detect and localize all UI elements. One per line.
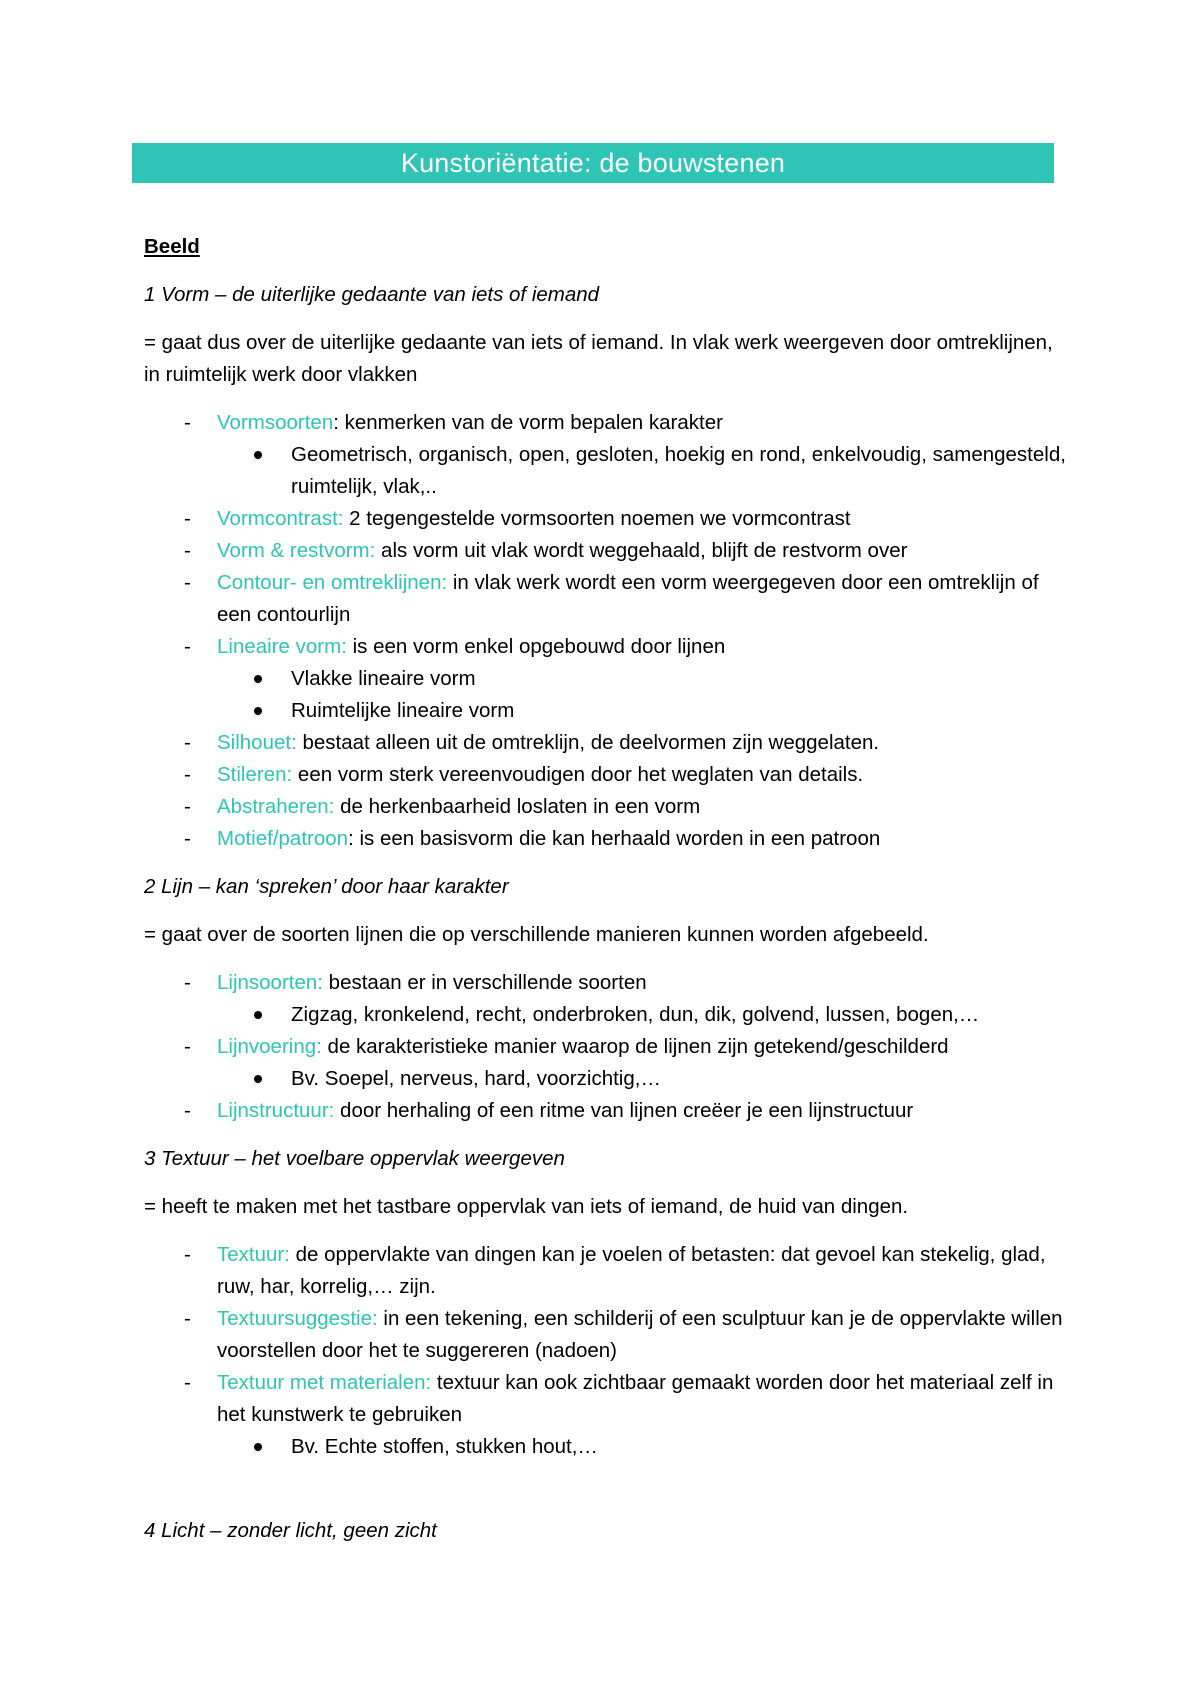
bullet-item — [217, 1431, 1074, 1463]
definition-text: een vorm sterk vereenvoudigen door het weglaten van details. — [292, 763, 864, 786]
document-title: Kunstoriëntatie: de bouwstenen — [400, 147, 786, 178]
definition-term: Vormcontrast: — [217, 507, 344, 530]
definition-text: de herkenbaarheid loslaten in een vorm — [334, 795, 701, 818]
dash-marker: - — [184, 539, 191, 562]
bullet-dot-icon — [254, 1075, 262, 1083]
definition-text: textuur kan ook zichtbaar gemaakt worden door het materiaal zelf in het kunstwerk te gebruiken — [217, 1371, 1054, 1426]
bullet-text: Vlakke lineaire vorm — [291, 667, 476, 690]
definition-item — [144, 535, 1074, 567]
dash-marker: - — [184, 731, 191, 754]
section-subtitle: 1 Vorm – de uiterlijke gedaante van iets of iemand — [144, 283, 600, 306]
definition-term: Contour- en omtreklijnen: — [217, 571, 448, 594]
definition-text: is een vorm enkel opgebouwd door lijnen — [346, 635, 726, 658]
section-intro: = gaat over de soorten lijnen die op verschillende manieren kunnen worden afgebeeld. — [144, 923, 929, 946]
dash-marker: - — [184, 571, 191, 594]
bullet-list — [217, 1431, 1074, 1463]
definition-text: de oppervlakte van dingen kan je voelen of betasten: dat gevoel kan stekelig, glad, ruw, har, korrelig,… zijn. — [217, 1243, 1046, 1298]
bullet-dot-icon — [254, 1011, 262, 1019]
definition-item — [144, 1367, 1074, 1463]
bullet-dot-icon — [254, 675, 262, 683]
definition-text: in een tekening, een schilderij of een sculptuur kan je de oppervlakte willen voorstellen door het te suggereren (nadoen) — [217, 1307, 1063, 1362]
definition-item — [144, 407, 1074, 503]
dash-marker: - — [184, 795, 191, 818]
definition-text: 2 tegengestelde vormsoorten noemen we vormcontrast — [343, 507, 851, 530]
definition-item — [144, 1031, 1074, 1095]
definition-text: door herhaling of een ritme van lijnen creëer je een lijnstructuur — [334, 1099, 914, 1122]
definition-text: de karakteristieke manier waarop de lijnen zijn getekend/geschilderd — [321, 1035, 949, 1058]
section-subtitle: 2 Lijn – kan ‘spreken’ door haar karakter — [144, 875, 509, 898]
definition-item — [144, 567, 1074, 631]
section-heading: Beeld — [144, 235, 200, 258]
dash-marker: - — [184, 1099, 191, 1122]
dash-marker: - — [184, 1243, 191, 1266]
definition-item — [144, 791, 1074, 823]
definition-item — [144, 631, 1074, 727]
bullet-dot-icon — [254, 707, 262, 715]
definition-item — [144, 503, 1074, 535]
bullet-text: Bv. Echte stoffen, stukken hout,… — [291, 1435, 598, 1458]
definition-text: bestaat alleen uit de omtreklijn, de deelvormen zijn weggelaten. — [296, 731, 880, 754]
definition-term: Vorm & restvorm: — [217, 539, 376, 562]
dash-marker: - — [184, 411, 191, 434]
definition-list — [144, 1239, 1074, 1463]
section-intro: = gaat dus over de uiterlijke gedaante van iets of iemand. In vlak werk weergeven door omtreklijnen, in ruimtelijk werk door vlakken — [144, 331, 1053, 386]
definition-term: Vormsoorten — [217, 411, 334, 434]
bullet-list — [217, 439, 1074, 503]
definition-item — [144, 1095, 1074, 1127]
definition-item — [144, 967, 1074, 1031]
section-intro: = heeft te maken met het tastbare oppervlak van iets of iemand, de huid van dingen. — [144, 1195, 909, 1218]
bullet-item — [217, 999, 1074, 1031]
definition-list — [144, 967, 1074, 1127]
bullet-item — [217, 1063, 1074, 1095]
definition-term: Abstraheren: — [217, 795, 335, 818]
dash-marker: - — [184, 763, 191, 786]
definition-text: : is een basisvorm die kan herhaald worden in een patroon — [348, 827, 881, 850]
bullet-dot-icon — [254, 1443, 262, 1451]
sections-container — [144, 279, 1074, 1547]
definition-term: Silhouet: — [217, 731, 297, 754]
bullet-list — [217, 663, 1074, 727]
dash-marker: - — [184, 635, 191, 658]
definition-item — [144, 1239, 1074, 1303]
section-subtitle: 4 Licht – zonder licht, geen zicht — [144, 1519, 437, 1542]
bullet-text: Geometrisch, organisch, open, gesloten, hoekig en rond, enkelvoudig, samengesteld, ruimtelijk, vlak,.. — [291, 443, 1066, 498]
definition-item — [144, 823, 1074, 855]
definition-term: Textuur met materialen: — [217, 1371, 432, 1394]
section-subtitle: 3 Textuur – het voelbare oppervlak weergeven — [144, 1147, 565, 1170]
bullet-text: Zigzag, kronkelend, recht, onderbroken, dun, dik, golvend, lussen, bogen,… — [291, 1003, 980, 1026]
dash-marker: - — [184, 971, 191, 994]
dash-marker: - — [184, 1035, 191, 1058]
definition-item — [144, 1303, 1074, 1367]
bullet-item — [217, 663, 1074, 695]
definition-term: Lineaire vorm: — [217, 635, 347, 658]
definition-list — [144, 407, 1074, 855]
definition-text: in vlak werk wordt een vorm weergegeven door een omtreklijn of een contourlijn — [217, 571, 1039, 626]
dash-marker: - — [184, 507, 191, 530]
bullet-item — [217, 695, 1074, 727]
bullet-text: Bv. Soepel, nerveus, hard, voorzichtig,… — [291, 1067, 661, 1090]
bullet-list — [217, 999, 1074, 1031]
definition-term: Lijnstructuur: — [217, 1099, 335, 1122]
definition-term: Textuur: — [217, 1243, 290, 1266]
bullet-text: Ruimtelijke lineaire vorm — [291, 699, 515, 722]
section-spacer — [144, 1479, 1074, 1515]
definition-text: bestaan er in verschillende soorten — [322, 971, 647, 994]
bullet-list — [217, 1063, 1074, 1095]
definition-term: Motief/patroon — [217, 827, 349, 850]
definition-item — [144, 759, 1074, 791]
definition-text: als vorm uit vlak wordt weggehaald, blijft de restvorm over — [375, 539, 908, 562]
definition-term: Lijnvoering: — [217, 1035, 322, 1058]
definition-term: Stileren: — [217, 763, 293, 786]
dash-marker: - — [184, 1371, 191, 1394]
definition-term: Lijnsoorten: — [217, 971, 323, 994]
dash-marker: - — [184, 827, 191, 850]
document-title-bar — [132, 143, 1054, 183]
definition-item — [144, 727, 1074, 759]
document-body — [144, 231, 1074, 1563]
bullet-item — [217, 439, 1074, 503]
bullet-dot-icon — [254, 451, 262, 459]
definition-term: Textuursuggestie: — [217, 1307, 378, 1330]
dash-marker: - — [184, 1307, 191, 1330]
definition-text: : kenmerken van de vorm bepalen karakter — [333, 411, 723, 434]
